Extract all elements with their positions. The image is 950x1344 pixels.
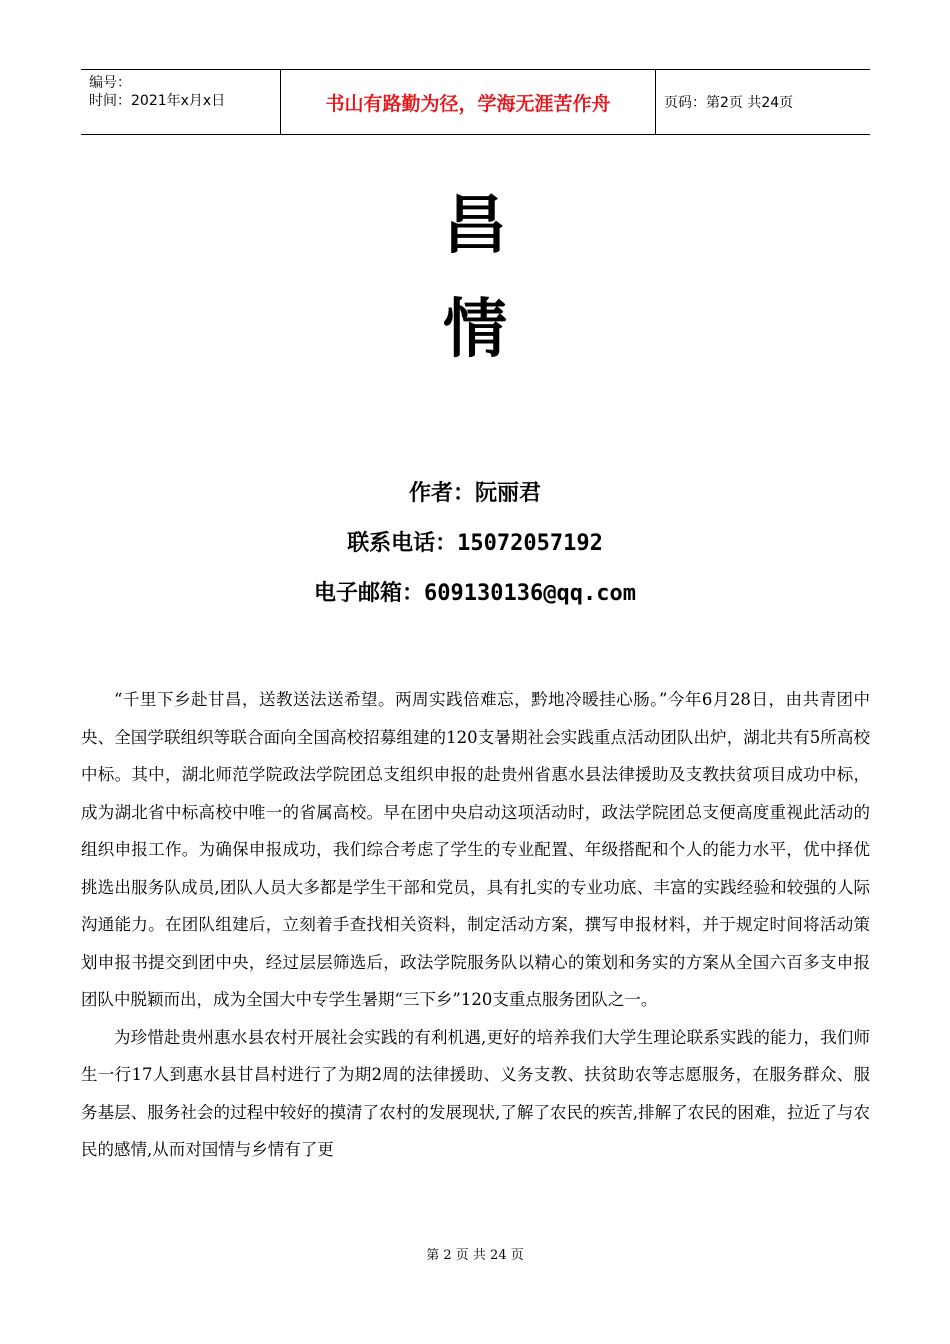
date-label: 时间：2021年x月x日 (89, 93, 226, 109)
header-table (81, 69, 870, 135)
paragraph-1: “千里下乡赴甘昌，送教送法送希望。两周实践倍难忘，黔地冷暖挂心肠。”今年6月28日，由共青团中央、全国学联组织等联合面向全国高校招募组建的120支暑期社会实践重点活动团队出炉，湖北共有5所高校中标。其中，湖北师范学院政法学院团总支组织申报的赴贵州省惠水县法律援助及支教扶贫项目成功中标，成为湖北省中标高校中唯一的省属高校。早在团中央启动这项活动时，政法学院团总支便高度重视此活动的组织申报工作。为确保申报成功，我们综合考虑了学生的专业配置、年级搭配和个人的能力水平，优中择优挑选出服务队成员,团队人员大多都是学生干部和党员，具有扎实的专业功底、丰富的实践经验和较强的人际沟通能力。在团队组建后，立刻着手查找相关资料，制定活动方案，撰写申报材料，并于规定时间将活动策划申报书提交到团中央，经过层层筛选后，政法学院服务队以精心的策划和务实的方案从全国六百多支申报团队中脱颖而出，成为全国大中专学生暑期“三下乡”120支重点服务团队之一。 (81, 690, 870, 1009)
title-char-2: 情 (443, 292, 507, 367)
page-footer: 第 2 页 共 24 页 (426, 1248, 524, 1263)
body-text (81, 681, 870, 1169)
page-code-cell (656, 70, 870, 134)
title-char-1: 昌 (443, 188, 507, 263)
phone-line: 联系电话：15072057192 (347, 531, 603, 556)
motto-text: 书山有路勤为径，学海无涯苦作舟 (325, 92, 611, 115)
number-label: 编号： (89, 75, 131, 91)
paragraph-2: 为珍惜赴贵州惠水县农村开展社会实践的有利机遇,更好的培养我们大学生理论联系实践的能力，我们师生一行17人到惠水县甘昌村进行了为期2周的法律援助、义务支教、扶贫助农等志愿服务，在服务群众、服务基层、服务社会的过程中较好的摸清了农村的发展现状,了解了农民的疾苦,排解了农民的困难，拉近了与农民的感情,从而对国情与乡情有了更 (81, 1027, 870, 1159)
email-line: 电子邮箱：609130136@qq.com (314, 581, 636, 606)
page-code-text: 页码：第2页 共24页 (664, 95, 794, 111)
motto-cell (281, 70, 656, 134)
header-meta-cell (81, 70, 281, 134)
author-line: 作者：阮丽君 (408, 481, 541, 506)
